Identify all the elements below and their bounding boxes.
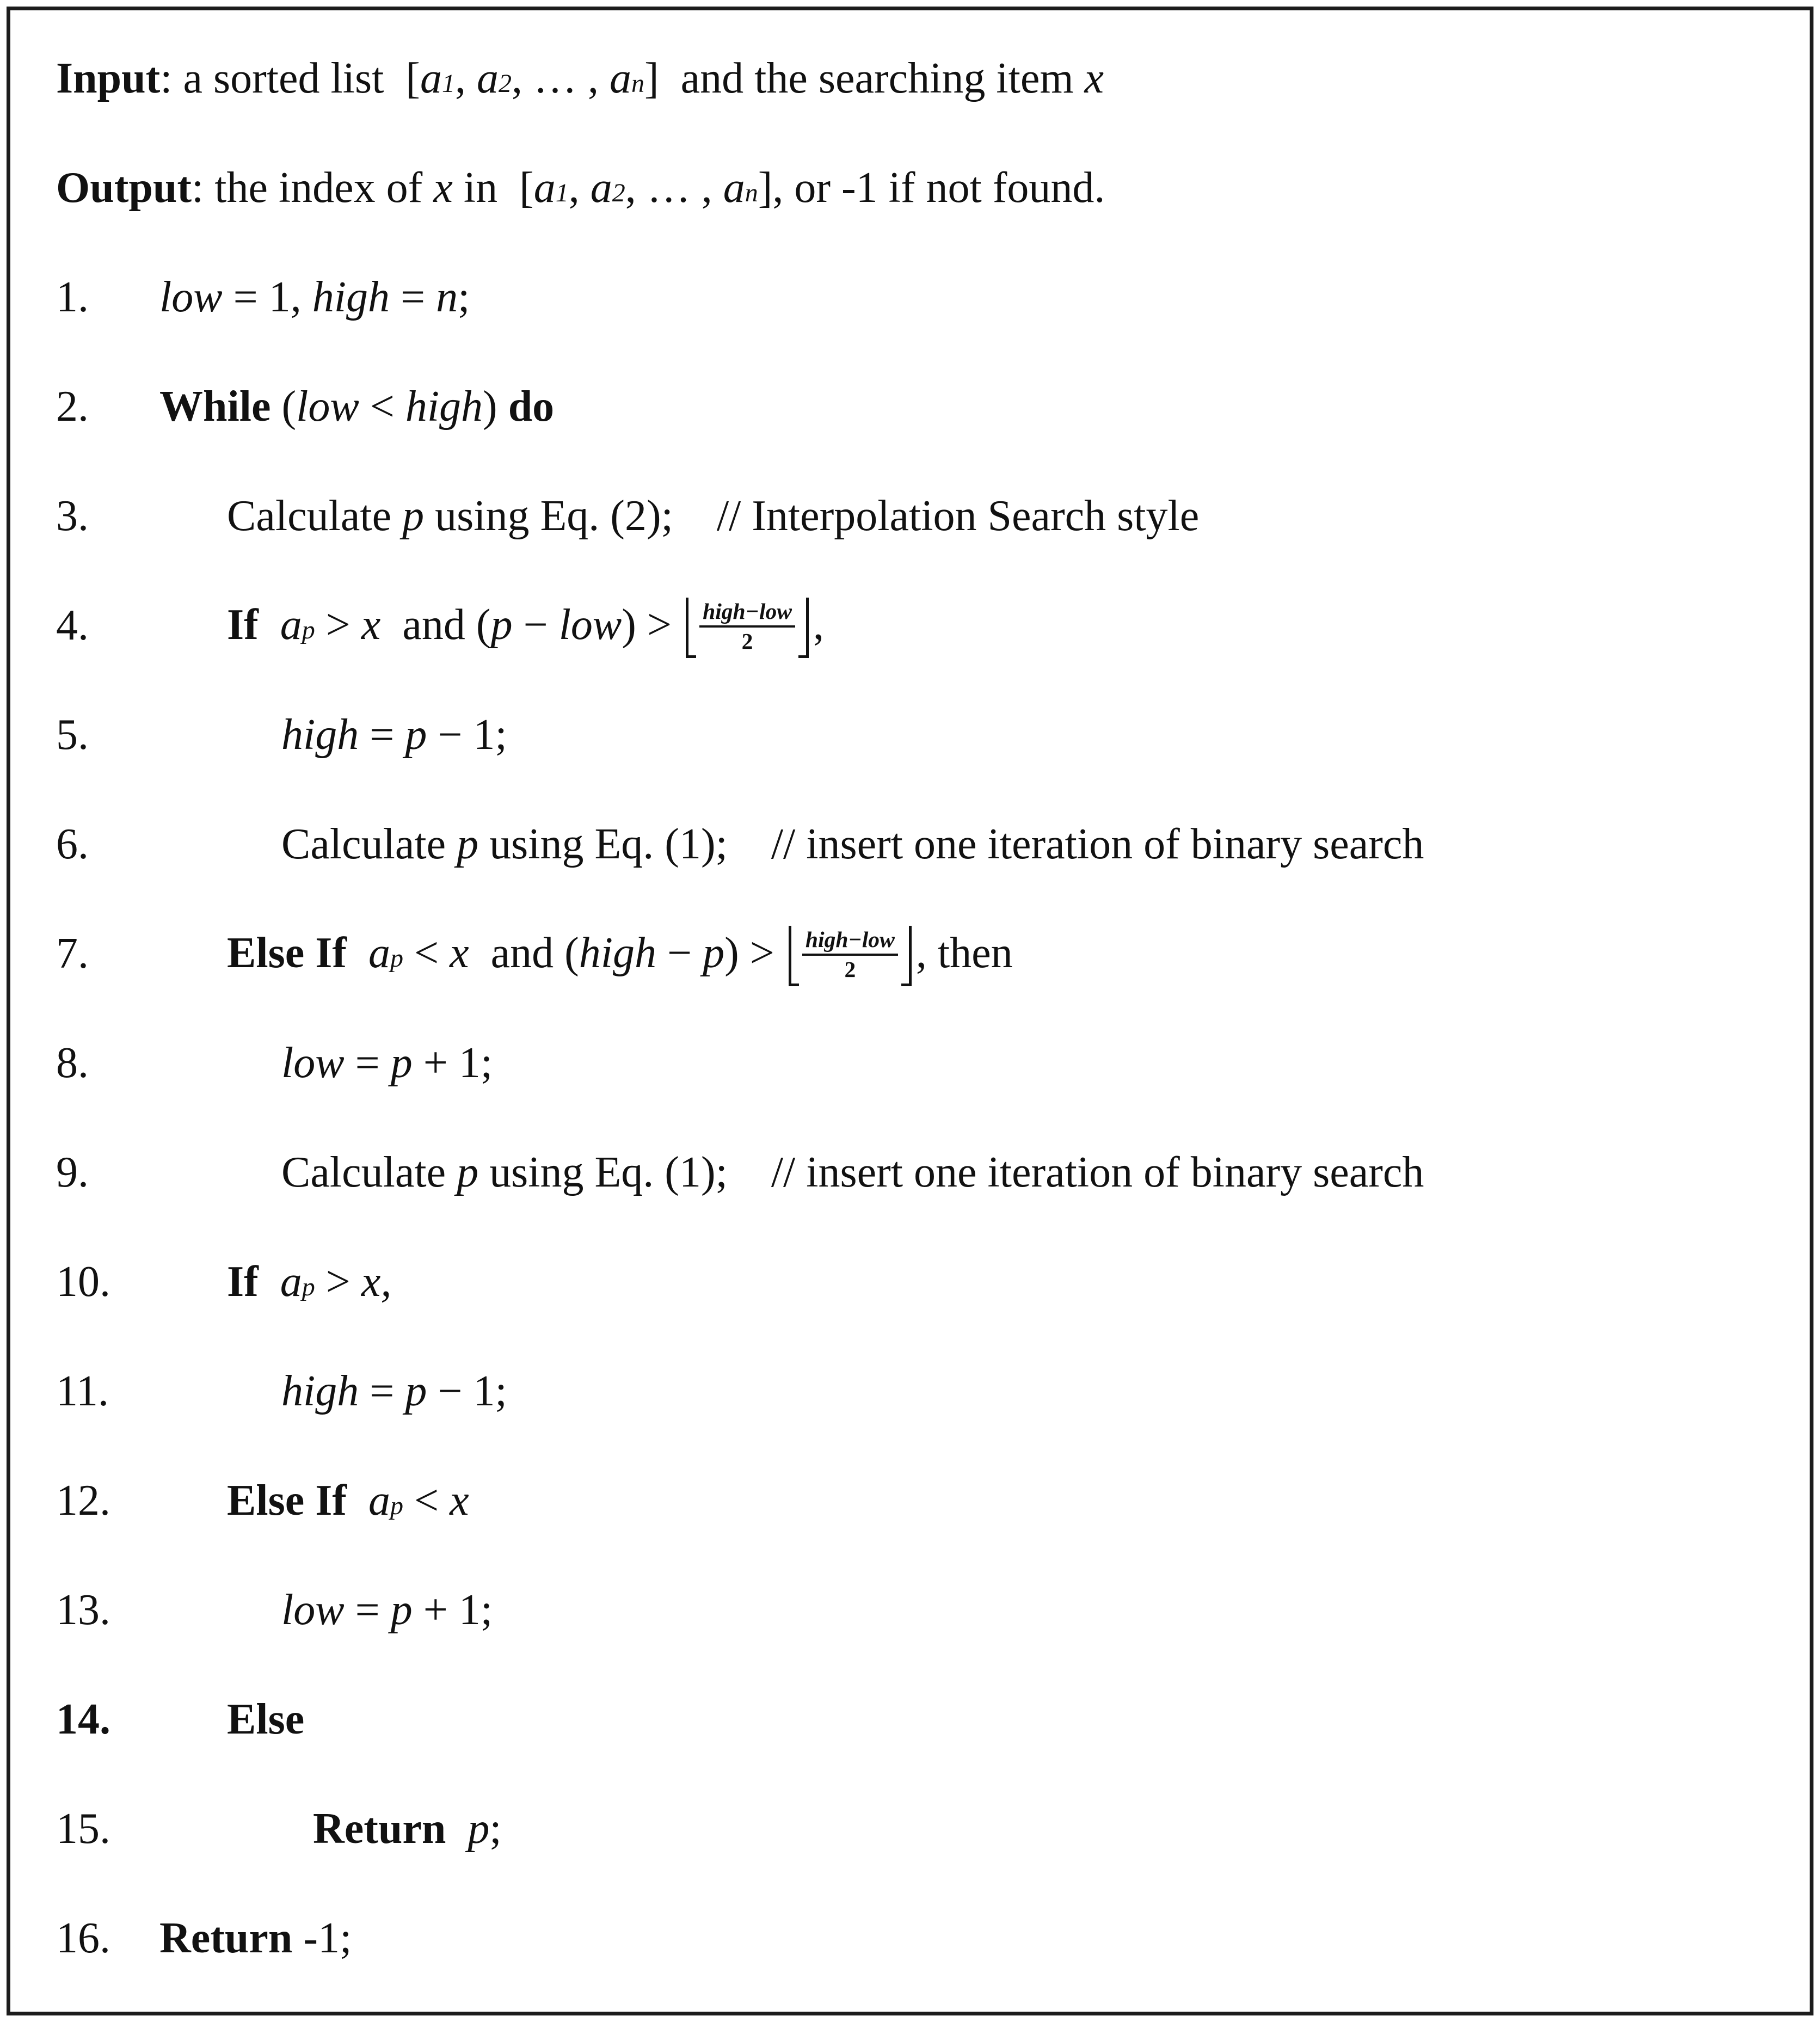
variable: a — [420, 54, 442, 102]
keyword: Input — [56, 54, 161, 102]
text — [347, 930, 368, 978]
text: in [ — [452, 163, 534, 212]
pseudocode-line-3 — [10, 461, 1793, 570]
variable: x — [450, 929, 469, 978]
variable: a — [590, 163, 612, 212]
variable: p — [402, 491, 425, 540]
line-number: 8. — [56, 1038, 89, 1087]
text: < — [403, 1476, 450, 1525]
variable: x — [361, 601, 381, 649]
line-number: 12. — [56, 1476, 110, 1525]
text: < — [403, 929, 450, 978]
variable: p — [405, 1367, 427, 1415]
pseudocode-line-7 — [10, 899, 1793, 1008]
text: Calculate — [227, 491, 403, 540]
variable: a — [723, 163, 745, 212]
keyword: Return — [159, 1914, 293, 1962]
pseudocode-line-14 — [10, 1664, 1793, 1774]
text — [347, 1477, 368, 1525]
line-content — [227, 1477, 469, 1525]
line-content — [159, 383, 554, 431]
text: > — [315, 1257, 361, 1306]
variable: high — [281, 1367, 359, 1415]
text: ) > — [724, 929, 785, 978]
text: Calculate — [281, 820, 457, 868]
text: using Eq. (2); // Interpolation Search style — [424, 491, 1200, 540]
line-number: 6. — [56, 820, 89, 868]
algorithm-frame — [7, 7, 1813, 2015]
text: + 1; — [412, 1585, 493, 1634]
line-number: 2. — [56, 382, 89, 431]
variable: p — [703, 929, 725, 978]
variable: p — [457, 820, 479, 868]
pseudocode-line-1 — [10, 242, 1793, 352]
text — [446, 1805, 468, 1853]
line-number: 1. — [56, 273, 89, 321]
line-content — [313, 1805, 502, 1853]
text: , then — [915, 929, 1013, 978]
text: , … , — [625, 163, 723, 212]
variable: high — [579, 929, 657, 978]
variable: n — [631, 69, 644, 98]
line-content — [227, 1258, 391, 1306]
pseudocode-line-2 — [10, 352, 1793, 461]
keyword: Else If — [227, 929, 347, 978]
variable: p — [405, 710, 427, 759]
variable: p — [390, 1038, 413, 1087]
text: + 1; — [412, 1038, 493, 1087]
variable: a — [280, 1257, 302, 1306]
keyword: If — [227, 1257, 259, 1306]
pseudocode-line-16 — [10, 1883, 1793, 1993]
line-content — [281, 711, 507, 759]
line-content — [281, 1148, 1424, 1196]
line-content — [281, 1367, 507, 1415]
floor-bracket-left — [686, 597, 696, 658]
fraction-numerator: high−low — [699, 598, 795, 628]
text: using Eq. (1); // insert one iteration of binary search — [478, 1148, 1424, 1196]
text: ) > — [622, 601, 683, 649]
text: − 1; — [427, 1367, 507, 1415]
variable: p — [302, 616, 315, 645]
line-content — [56, 54, 1104, 102]
text: − 1; — [427, 710, 507, 759]
line-content — [159, 273, 470, 321]
floor-bracket-right — [901, 925, 912, 986]
text: : the index of — [191, 163, 434, 212]
line-content — [159, 1914, 352, 1962]
fraction — [799, 925, 901, 986]
keyword: Return — [313, 1804, 446, 1853]
line-content — [227, 923, 1013, 984]
text: and ( — [469, 929, 579, 978]
variable: x — [450, 1476, 469, 1525]
variable: x — [361, 1257, 381, 1306]
line-content — [56, 164, 1105, 212]
line-content — [281, 1586, 493, 1634]
output-line — [10, 133, 1793, 242]
text: = — [344, 1038, 391, 1087]
pseudocode-line-8 — [10, 1008, 1793, 1117]
text: > — [315, 601, 361, 649]
variable: 1 — [555, 178, 569, 207]
fraction-denominator: 2 — [741, 629, 753, 654]
variable: low — [296, 382, 359, 431]
line-number: 7. — [56, 929, 89, 978]
variable: p — [457, 1148, 479, 1196]
keyword: While — [159, 382, 271, 431]
line-content — [227, 1695, 304, 1743]
keyword: do — [508, 382, 555, 431]
input-line — [10, 23, 1793, 133]
fraction-numerator: high−low — [802, 926, 898, 956]
keyword: If — [227, 601, 259, 649]
fraction-denominator: 2 — [844, 957, 856, 982]
variable: x — [433, 163, 453, 212]
text: = — [359, 710, 405, 759]
variable: p — [390, 1585, 413, 1634]
line-number: 11. — [56, 1367, 109, 1415]
variable: low — [281, 1585, 345, 1634]
pseudocode-line-10 — [10, 1227, 1793, 1336]
text: − — [656, 929, 703, 978]
pseudocode-line-6 — [10, 789, 1793, 899]
text — [259, 601, 280, 649]
variable: , — [380, 1257, 392, 1306]
pseudocode-line-12 — [10, 1446, 1793, 1555]
text: ) — [483, 382, 508, 431]
text: = 1, — [222, 273, 312, 321]
keyword: Else — [227, 1695, 305, 1743]
line-number: 13. — [56, 1585, 110, 1634]
text: ( — [270, 382, 297, 431]
text: , — [454, 54, 477, 102]
line-content — [227, 492, 1199, 540]
variable: p — [390, 944, 403, 973]
text: , … , — [511, 54, 610, 102]
line-number: 15. — [56, 1804, 110, 1853]
variable: a — [533, 163, 556, 212]
text: Calculate — [281, 1148, 457, 1196]
variable: p — [490, 601, 513, 649]
text: and ( — [380, 601, 491, 649]
fraction — [696, 597, 798, 658]
pseudocode-line-4 — [10, 570, 1793, 680]
text: , — [568, 163, 591, 212]
line-number: 9. — [56, 1148, 89, 1196]
line-content — [227, 595, 824, 656]
variable: n — [745, 178, 758, 207]
text: < — [359, 382, 405, 431]
line-number: 16. — [56, 1914, 110, 1962]
floor-fraction — [789, 925, 912, 986]
variable: a — [280, 601, 302, 649]
variable: 2 — [612, 178, 625, 207]
variable: high — [281, 710, 359, 759]
variable: p — [390, 1491, 403, 1520]
variable: high — [405, 382, 483, 431]
pseudocode-line-13 — [10, 1555, 1793, 1664]
floor-fraction — [686, 597, 809, 658]
line-number: 4. — [56, 601, 89, 649]
line-content — [281, 820, 1424, 868]
text: : a sorted list [ — [160, 54, 420, 102]
line-number: 14. — [56, 1695, 110, 1743]
line-content — [281, 1039, 493, 1087]
text: = — [344, 1585, 391, 1634]
text: = — [389, 273, 436, 321]
text: ] and the searching item — [644, 54, 1085, 102]
floor-bracket-right — [798, 597, 809, 658]
pseudocode-line-9 — [10, 1117, 1793, 1227]
text: ; — [458, 273, 470, 321]
algorithm-body — [10, 23, 1793, 1993]
pseudocode-line-5 — [10, 680, 1793, 789]
variable: 2 — [498, 69, 512, 98]
variable: x — [1084, 54, 1104, 102]
keyword: Output — [56, 163, 192, 212]
line-number: 3. — [56, 491, 89, 540]
text — [259, 1258, 280, 1306]
text: ; — [489, 1804, 502, 1853]
pseudocode-line-15 — [10, 1774, 1793, 1883]
variable: a — [368, 1476, 390, 1525]
variable: low — [159, 273, 223, 321]
variable: a — [368, 929, 390, 978]
variable: p — [302, 1272, 315, 1301]
text: ], or -1 if not found. — [758, 163, 1105, 212]
variable: n — [436, 273, 458, 321]
variable: p — [468, 1804, 490, 1853]
variable: low — [281, 1038, 345, 1087]
variable: high — [312, 273, 390, 321]
line-number: 5. — [56, 710, 89, 759]
text: using Eq. (1); // insert one iteration of binary search — [478, 820, 1424, 868]
variable: low — [558, 601, 622, 649]
pseudocode-line-11 — [10, 1336, 1793, 1446]
variable: 1 — [441, 69, 455, 98]
variable: a — [609, 54, 631, 102]
text: -1; — [292, 1914, 352, 1962]
line-number: 10. — [56, 1257, 110, 1306]
floor-bracket-left — [789, 925, 799, 986]
text: = — [359, 1367, 405, 1415]
keyword: Else If — [227, 1476, 347, 1525]
variable: a — [476, 54, 499, 102]
text: − — [512, 601, 559, 649]
text: , — [813, 601, 824, 649]
